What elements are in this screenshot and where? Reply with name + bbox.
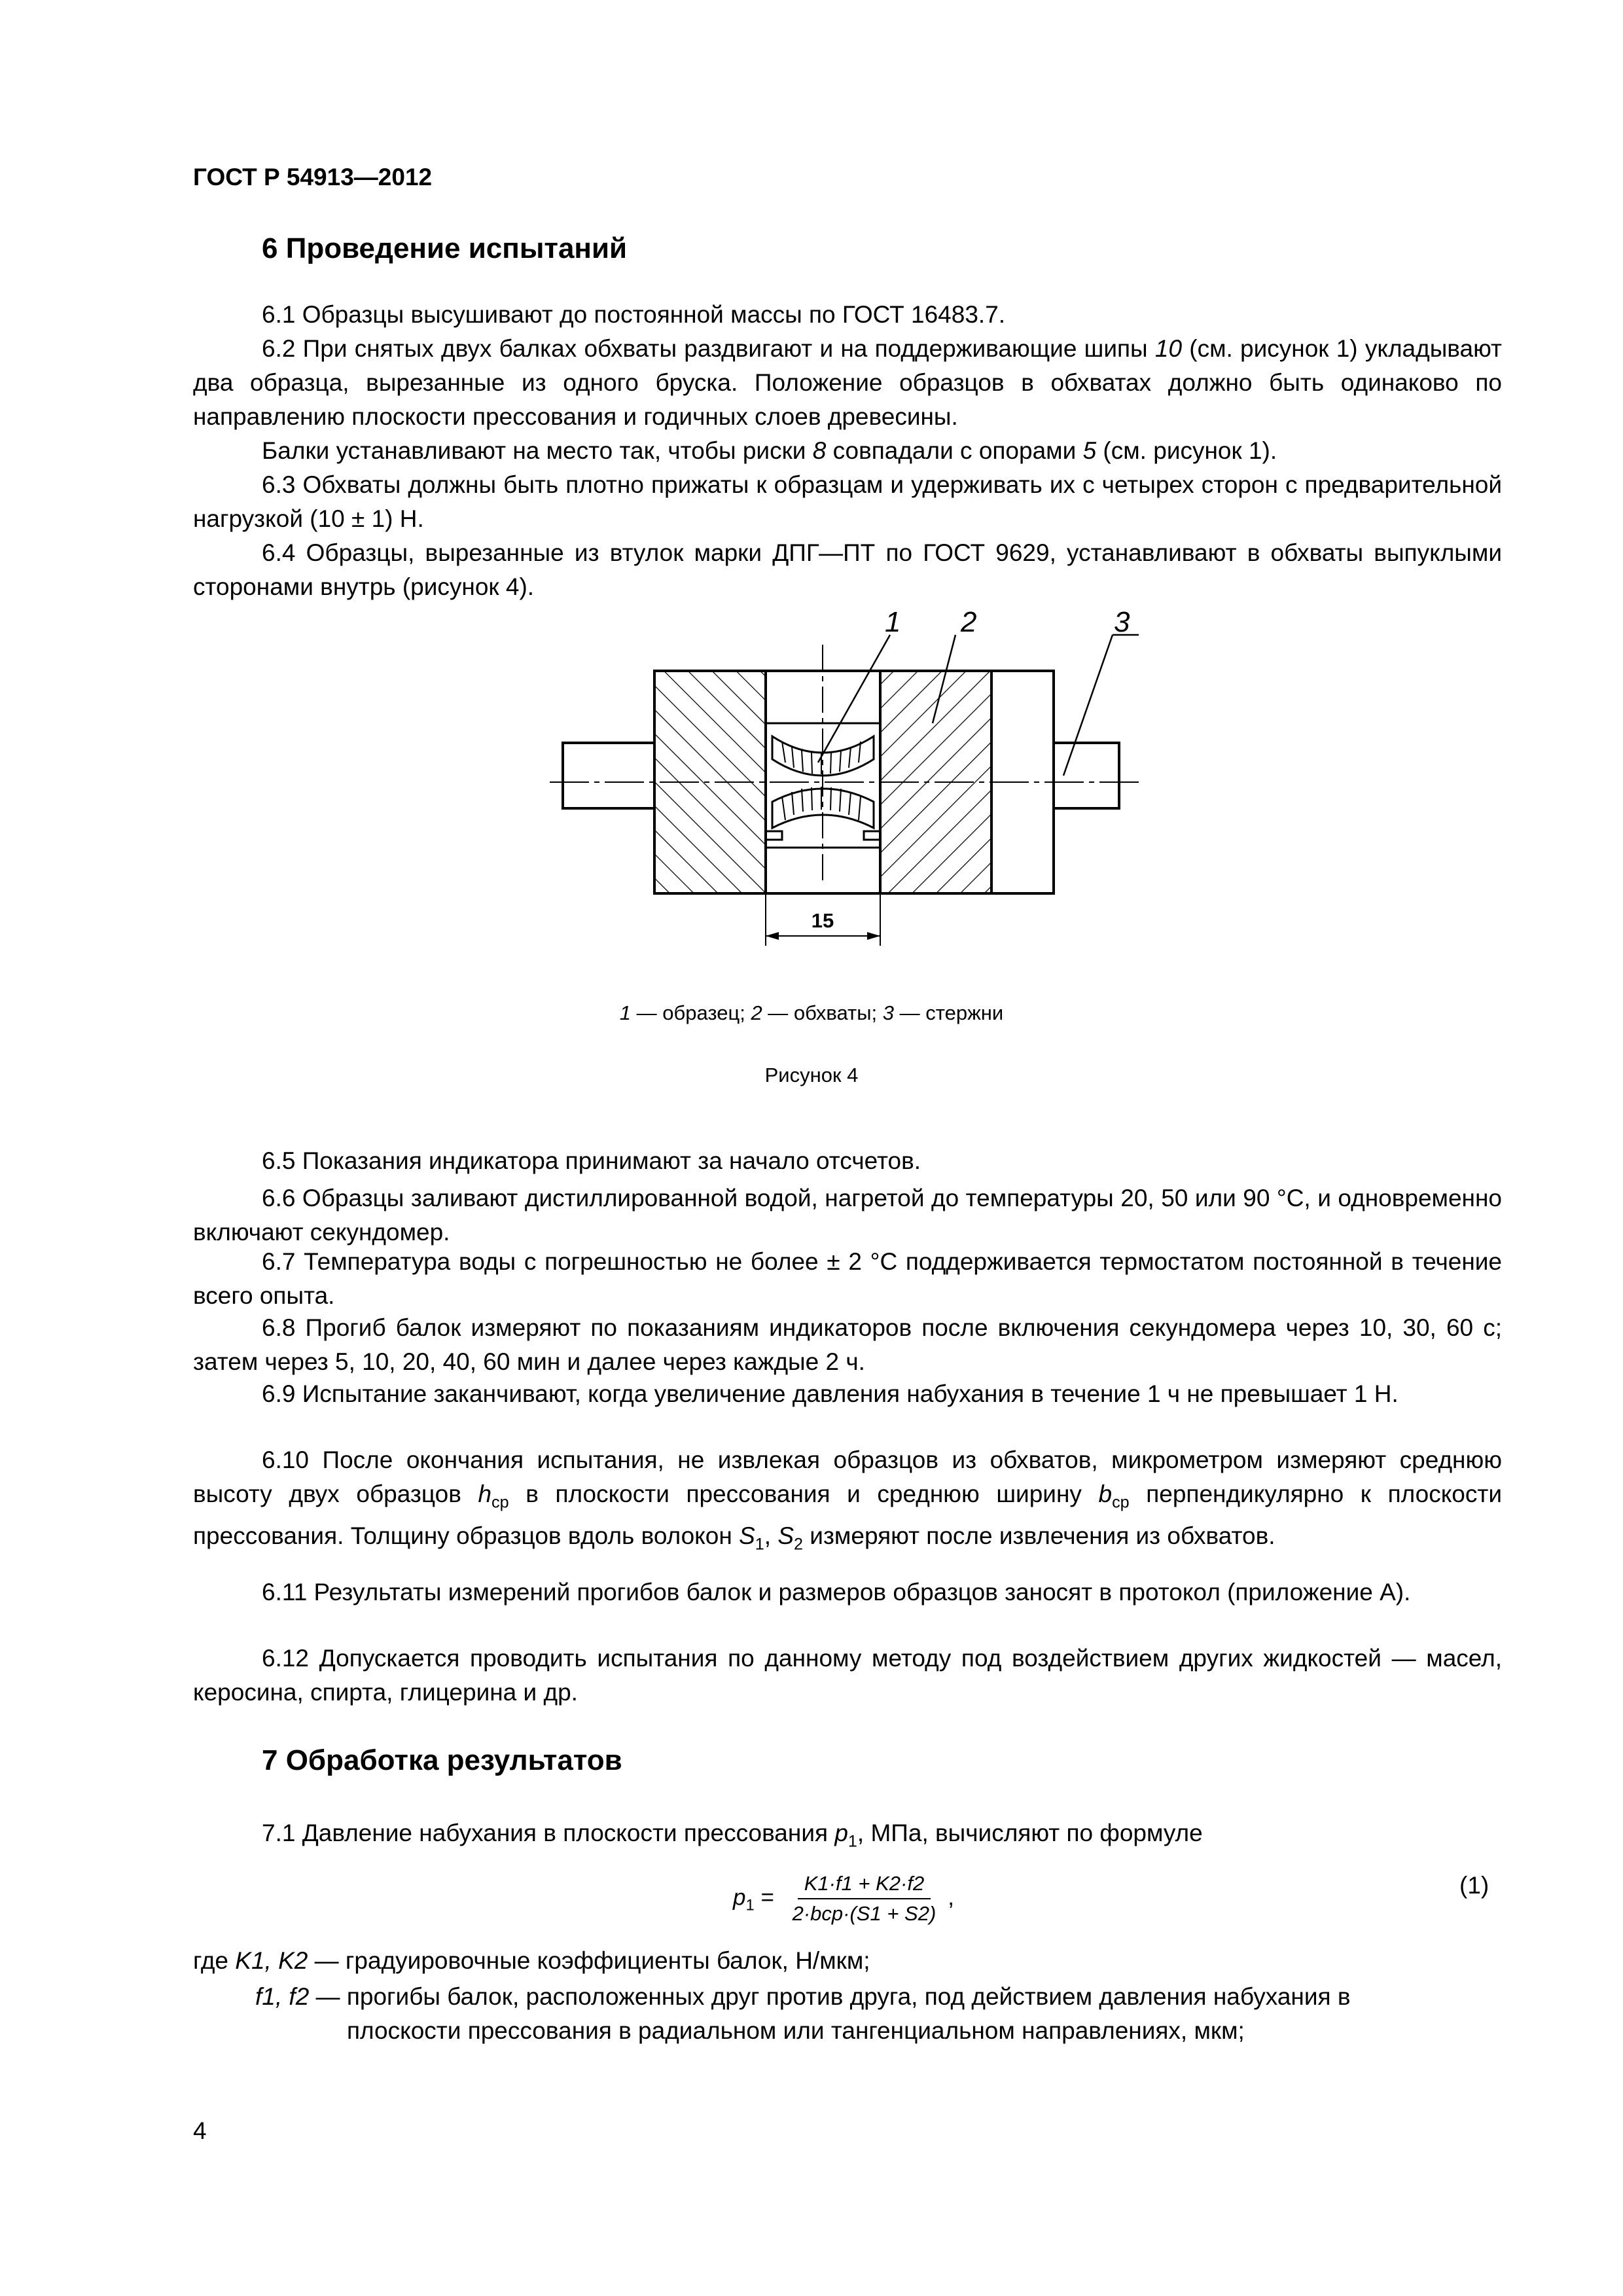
dimension-label: 15 [811, 909, 834, 932]
paragraph-6-12: 6.12 Допускается проводить испытания по данному методу под воздействием других жидкостей — масел, керосина, спирта, глицерина и др. [193, 1645, 1502, 1706]
formula-numerator: K1·f1 + K2·f2 [804, 1872, 925, 1895]
section-7-title: 7 Обработка результатов [262, 1744, 622, 1776]
equation-number: (1) [1459, 1872, 1489, 1899]
paragraph-6-4: 6.4 Образцы, вырезанные из втулок марки ДПГ—ПТ по ГОСТ 9629, устанавливают в обхваты выпуклыми сторонами внутрь (рисунок 4). [193, 539, 1502, 600]
document-code: ГОСТ Р 54913—2012 [193, 164, 433, 190]
section-6-title: 6 Проведение испытаний [262, 232, 628, 264]
left-rod [563, 743, 668, 808]
formula-1: $p_1$ = $\frac{K1\cdot f1 + K2\cdot f2}{\text{2·bср·(S1 + S2)}}$ , [733, 1872, 955, 1925]
page-number: 4 [193, 2117, 207, 2144]
paragraph-6-1: 6.1 Образцы высушивают до постоянной массы по ГОСТ 16483.7. [262, 301, 1006, 328]
leader-label-3: 3 [1114, 606, 1130, 638]
paragraph-6-10: 6.10 После окончания испытания, не извлекая образцов из обхватов, микрометром измеряют среднюю высоту двух образцов $h_{ср}$ в плоскости прессования и среднюю ширину $b_{ср}$ перпендикулярно к плоскости прессования. Толщину образцов вдоль волокон $S_1$, $S_2$ измеряют после извлечения из обхватов. [193, 1446, 1502, 1554]
paragraph-6-2-cont: Балки устанавливают на место так, чтобы риски 8 совпадали с опорами 5 (см. рисунок 1). [262, 437, 1277, 464]
paragraph-6-5: 6.5 Показания индикатора принимают за начало отсчетов. [262, 1147, 921, 1174]
paragraph-6-6: 6.6 Образцы заливают дистиллированной водой, нагретой до температуры 20, 50 или 90 °С, и одновременно включают секундомер. [193, 1185, 1502, 1246]
leader-label-1: 1 [885, 606, 901, 638]
formula-denominator: 2·bср·(S1 + S2) [792, 1902, 936, 1925]
paragraph-6-7: 6.7 Температура воды с погрешностью не более ± 2 °С поддерживается термостатом постоянной в течение всего опыта. [193, 1248, 1502, 1309]
figure-4-drawing [550, 605, 1139, 978]
where-line-2-cont: плоскости прессования в радиальном или тангенциальном направлениях, мкм; [347, 2017, 1245, 2044]
paragraph-6-2: 6.2 При снятых двух балках обхваты раздвигают и на поддерживающие шипы 10 (см. рисунок 1) укладывают два образца, вырезанные из одного бруска. Положение образцов в обхватах должно быть одинаково по направлению плоскости прессования и годичных слоев древесины. [193, 335, 1502, 430]
where-line-2: f1, f2 — прогибы балок, расположенных друг против друга, под действием давления набухания в [255, 1983, 1351, 2010]
where-line-1: где K1, K2 — градуировочные коэффициенты балок, Н/мкм; [193, 1947, 870, 1974]
figure-title: Рисунок 4 [764, 1064, 859, 1086]
paragraph-6-3: 6.3 Обхваты должны быть плотно прижаты к образцам и удерживать их с четырех сторон с предварительной нагрузкой (10 ± 1) Н. [193, 471, 1502, 532]
paragraph-6-9: 6.9 Испытание заканчивают, когда увеличение давления набухания в течение 1 ч не превышает 1 Н. [262, 1380, 1399, 1407]
paragraph-6-11: 6.11 Результаты измерений прогибов балок и размеров образцов заносят в протокол (приложение А). [262, 1579, 1411, 1605]
leader-label-2: 2 [961, 606, 977, 638]
figure-legend: 1 — образец; 2 — обхваты; 3 — стержни [619, 1001, 1004, 1024]
paragraph-6-8: 6.8 Прогиб балок измеряют по показаниям индикаторов после включения секундомера через 10, 30, 60 с; затем через 5, 10, 20, 40, 60 мин и далее через каждые 2 ч. [193, 1314, 1502, 1375]
paragraph-7-1: 7.1 Давление набухания в плоскости прессования $p_1$, МПа, вычисляют по формуле [262, 1820, 1203, 1851]
